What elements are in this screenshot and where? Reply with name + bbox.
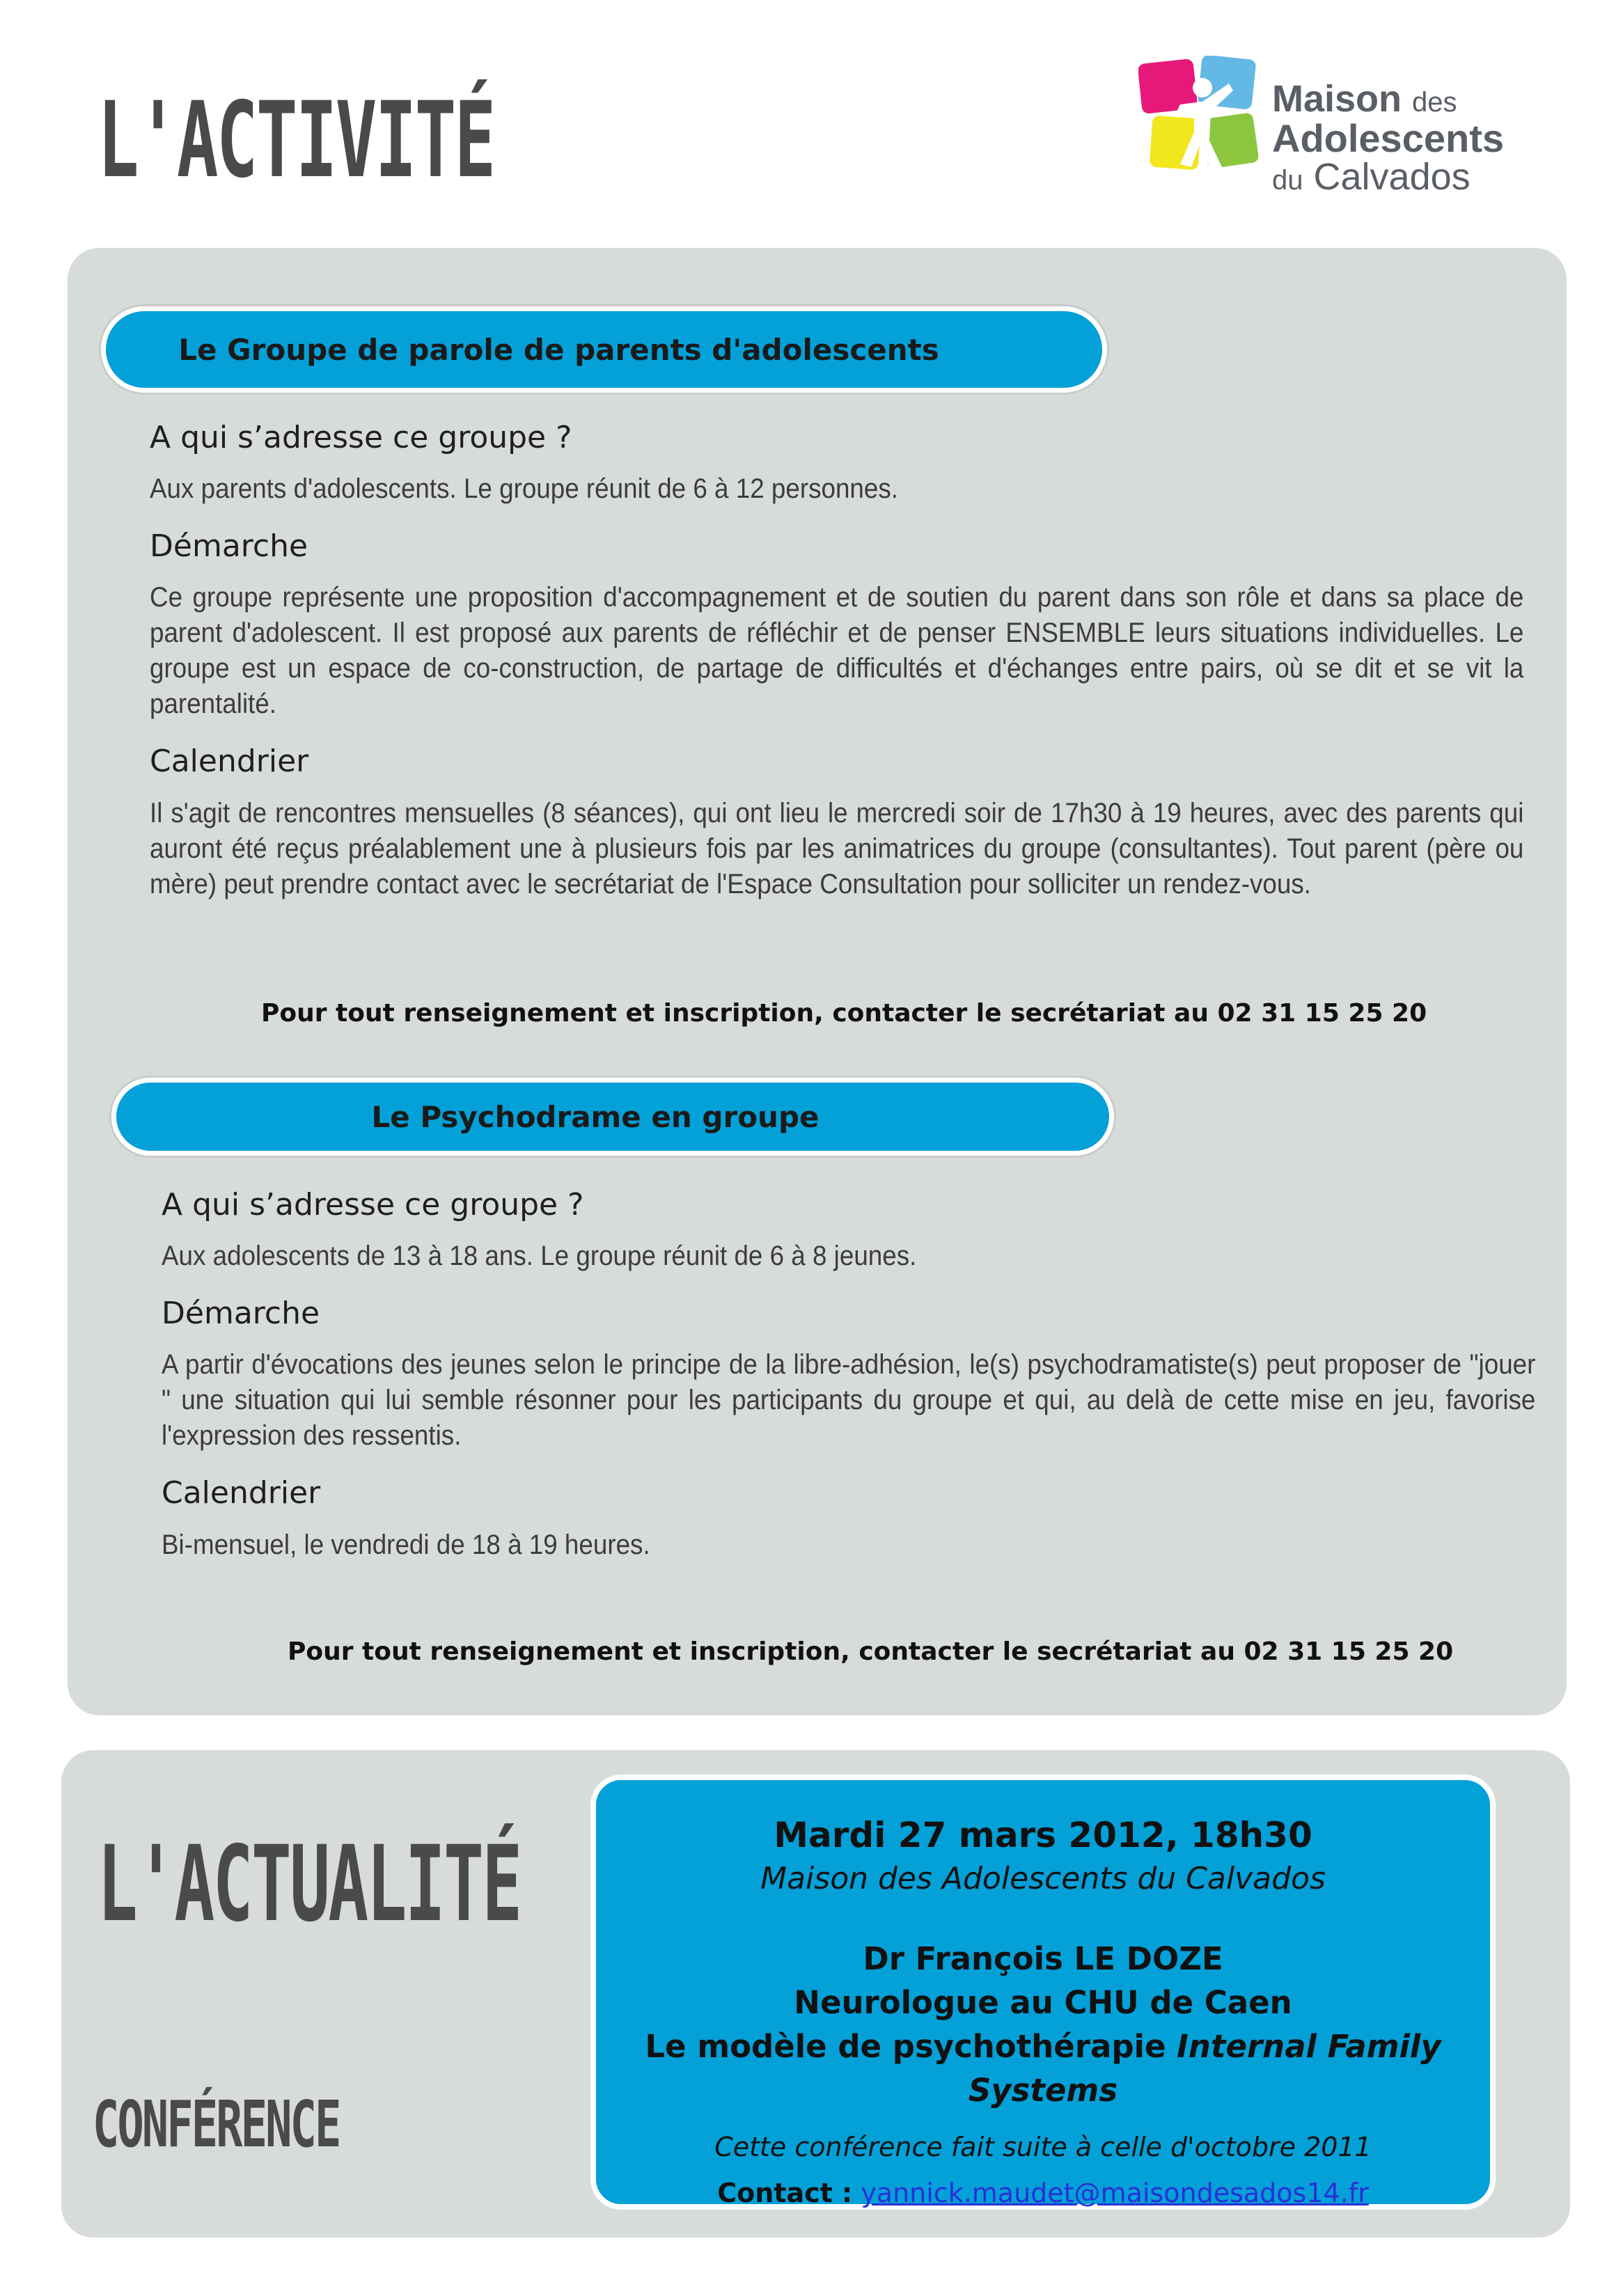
conference-date: Mardi 27 mars 2012, 18h30 — [774, 1815, 1312, 1855]
logo-word: Calvados — [1313, 156, 1471, 198]
group-title-banner: Le Groupe de parole de parents d'adolescents — [101, 306, 1107, 393]
section-text: A partir d'évocations des jeunes selon le principe de la libre-adhésion, le(s) psychodramatiste(s) peut proposer de "jouer " une situation qui lui semble résonner pour les participants du groupe et qui, au delà de cette mise en jeu, favorise l'expression des ressentis. — [162, 1349, 1536, 1452]
group-title-banner: Le Psychodrame en groupe — [111, 1078, 1114, 1156]
conference-note: Cette conférence fait suite à celle d'octobre 2011 — [714, 2132, 1372, 2162]
conference-topic-italic: Internal Family Systems — [968, 2028, 1441, 2109]
section-heading: Démarche — [150, 528, 308, 565]
section-text: Aux adolescents de 13 à 18 ans. Le groupe réunit de 6 à 8 jeunes. — [162, 1241, 917, 1272]
conference-label: CONFÉRENCE — [93, 2087, 340, 2162]
section-heading: Démarche — [162, 1296, 320, 1332]
logo-word: du — [1272, 165, 1303, 196]
section-text: Ce groupe représente une proposition d'accompagnement et de soutien du parent dans son rôle et dans sa place de parent d'adolescent. Il est proposé aux parents de réfléchir et de penser ENSEMBLE leurs situations individuelles. Le groupe est un espace de co-construction, de partage de difficultés et d'échanges entre pairs, où se dit et se vit la parentalité. — [150, 582, 1524, 720]
group-section — [150, 418, 1524, 902]
contact-email-link[interactable]: yannick.maudet@maisondesados14.fr — [861, 2178, 1369, 2208]
section-text: Aux parents d'adolescents. Le groupe réunit de 6 à 12 personnes. — [150, 473, 898, 505]
section-text: Il s'agit de rencontres mensuelles (8 séances), qui ont lieu le mercredi soir de 17h30 à 19 heures, avec des parents qui auront été reçus préalablement une à plusieurs fois par les animatrices du groupe (consultantes). Tout parent (père ou mère) peut prendre contact avec le secrétariat de l'Espace Consultation pour solliciter un rendez-vous. — [150, 797, 1524, 899]
conference-contact — [596, 2178, 1490, 2208]
news-title: L'ACTUALITÉ — [97, 1824, 521, 1945]
contact-label: Contact : — [717, 2178, 853, 2208]
section-heading: Calendrier — [162, 1475, 321, 1511]
page-title: L'ACTIVITÉ — [97, 80, 494, 201]
contact-info: Pour tout renseignement et inscription, contacter le secrétariat au 02 31 15 25 20 — [261, 999, 1427, 1028]
conference-place: Maison des Adolescents du Calvados — [760, 1861, 1326, 1896]
section-heading: A qui s’adresse ce groupe ? — [150, 420, 572, 455]
conference-topic — [596, 2024, 1490, 2112]
logo-word: Maison — [1272, 78, 1402, 120]
group-section — [162, 1185, 1536, 1563]
conference-box — [590, 1775, 1496, 2210]
section-heading: A qui s’adresse ce groupe ? — [162, 1187, 584, 1222]
conference-speaker-block — [596, 1937, 1490, 2112]
conference-speaker: Dr François LE DOZE — [863, 1940, 1223, 1977]
logo-word: des — [1412, 87, 1457, 118]
logo — [1138, 56, 1514, 202]
section-heading: Calendrier — [150, 744, 309, 780]
contact-info: Pour tout renseignement et inscription, contacter le secrétariat au 02 31 15 25 20 — [288, 1637, 1454, 1666]
logo-icon — [1138, 56, 1260, 174]
conference-topic-prefix: Le modèle de psychothérapie — [645, 2028, 1166, 2065]
logo-text — [1272, 80, 1504, 196]
logo-word: Adolescents — [1272, 116, 1504, 161]
section-text: Bi-mensuel, le vendredi de 18 à 19 heures. — [162, 1529, 650, 1560]
conference-speaker-role: Neurologue au CHU de Caen — [794, 1984, 1292, 2021]
